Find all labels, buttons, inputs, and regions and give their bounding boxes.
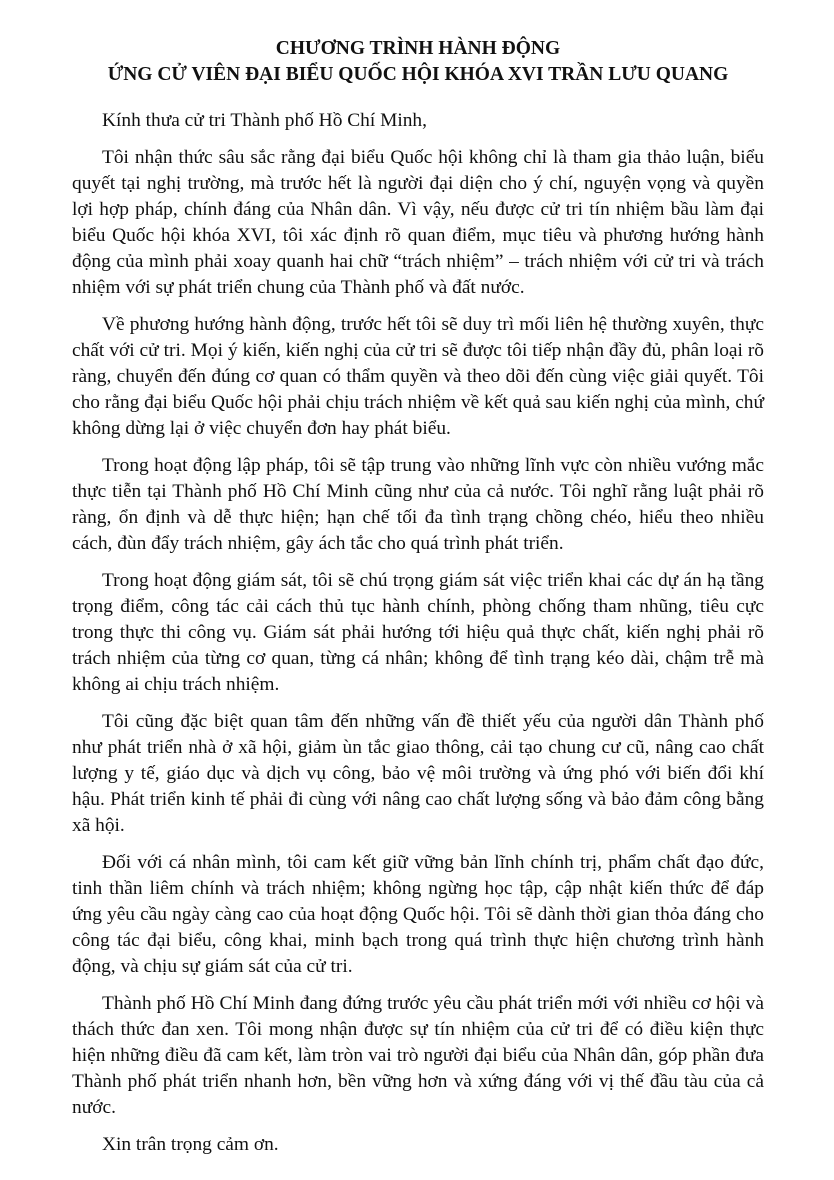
paragraph-6: Đối với cá nhân mình, tôi cam kết giữ vững bản lĩnh chính trị, phẩm chất đạo đức, tinh thần liêm chính và trách nhiệm; không ngừng học tập, cập nhật kiến thức để đáp ứng yêu cầu ngày càng cao của hoạt động Quốc hội. Tôi sẽ dành thời gian thỏa đáng cho công tác đại biểu, công khai, minh bạch trong quá trình thực hiện chương trình hành động, và chịu sự giám sát của cử tri. <box>72 852 764 977</box>
paragraph-2: Về phương hướng hành động, trước hết tôi sẽ duy trì mối liên hệ thường xuyên, thực chất với cử tri. Mọi ý kiến, kiến nghị của cử tri sẽ được tôi tiếp nhận đầy đủ, phân loại rõ ràng, chuyển đến đúng cơ quan có thẩm quyền và theo dõi đến cùng việc giải quyết. Tôi cho rằng đại biểu Quốc hội phải chịu trách nhiệm về kết quả sau kiến nghị của mình, chứ không dừng lại ở việc chuyển đơn hay phát biểu. <box>72 314 764 439</box>
paragraph-5: Tôi cũng đặc biệt quan tâm đến những vấn đề thiết yếu của người dân Thành phố như phát triển nhà ở xã hội, giảm ùn tắc giao thông, cải tạo chung cư cũ, nâng cao chất lượng y tế, giáo dục và dịch vụ công, bảo vệ môi trường và ứng phó với biến đổi khí hậu. Phát triển kinh tế phải đi cùng với nâng cao chất lượng sống và bảo đảm công bằng xã hội. <box>72 711 764 836</box>
document-title: CHƯƠNG TRÌNH HÀNH ĐỘNG <box>275 38 561 59</box>
document-header <box>72 36 764 88</box>
paragraph-4: Trong hoạt động giám sát, tôi sẽ chú trọng giám sát việc triển khai các dự án hạ tầng trọng điểm, công tác cải cách thủ tục hành chính, phòng chống tham nhũng, tiêu cực trong thực thi công vụ. Giám sát phải hướng tới hiệu quả thực chất, kiến nghị phải rõ trách nhiệm của từng cơ quan, từng cá nhân; không để tình trạng kéo dài, chậm trễ mà không ai chịu trách nhiệm. <box>72 570 764 695</box>
paragraph-3: Trong hoạt động lập pháp, tôi sẽ tập trung vào những lĩnh vực còn nhiều vướng mắc thực tiễn tại Thành phố Hồ Chí Minh cũng như của cả nước. Tôi nghĩ rằng luật phải rõ ràng, ổn định và dễ thực hiện; hạn chế tối đa tình trạng chồng chéo, hiểu theo nhiều cách, đùn đẩy trách nhiệm, gây ách tắc cho quá trình phát triển. <box>72 455 764 554</box>
document-subtitle: ỨNG CỬ VIÊN ĐẠI BIỂU QUỐC HỘI KHÓA XVI TRẦN LƯU QUANG <box>107 64 729 85</box>
document-body <box>72 108 764 1158</box>
paragraph-1: Tôi nhận thức sâu sắc rằng đại biểu Quốc hội không chỉ là tham gia thảo luận, biểu quyết tại nghị trường, mà trước hết là người đại diện cho ý chí, nguyện vọng và quyền lợi hợp pháp, chính đáng của Nhân dân. Vì vậy, nếu được cử tri tín nhiệm bầu làm đại biểu Quốc hội khóa XVI, tôi xác định rõ quan điểm, mục tiêu và phương hướng hành động của mình phải xoay quanh hai chữ “trách nhiệm” – trách nhiệm với cử tri và trách nhiệm với sự phát triển chung của Thành phố và đất nước. <box>72 147 764 298</box>
greeting: Kính thưa cử tri Thành phố Hồ Chí Minh, <box>102 110 427 131</box>
paragraph-7: Thành phố Hồ Chí Minh đang đứng trước yêu cầu phát triển mới với nhiều cơ hội và thách thức đan xen. Tôi mong nhận được sự tín nhiệm của cử tri để có điều kiện thực hiện những điều đã cam kết, làm tròn vai trò người đại biểu của Nhân dân, góp phần đưa Thành phố phát triển nhanh hơn, bền vững hơn và xứng đáng với vị thế đầu tàu của cả nước. <box>72 993 764 1118</box>
closing: Xin trân trọng cảm ơn. <box>102 1134 279 1155</box>
